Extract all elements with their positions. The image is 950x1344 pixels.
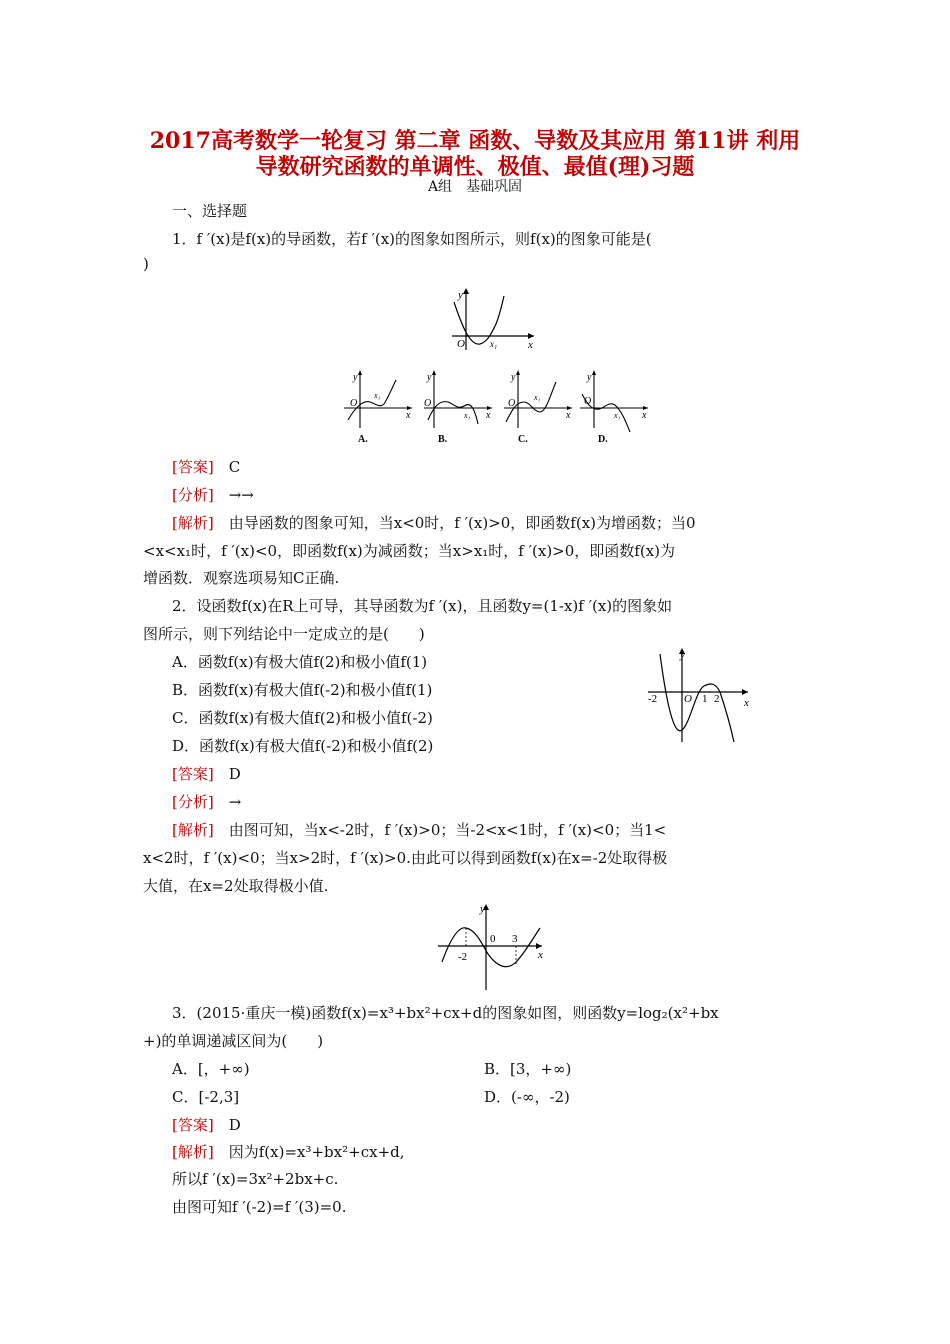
q1-solution-tag: [解析] bbox=[172, 514, 214, 532]
q1-a-y: y bbox=[353, 372, 358, 383]
q3-option-d[interactable]: D．(-∞，-2) bbox=[484, 1088, 570, 1106]
q1-analysis-tag: [分析] bbox=[172, 486, 214, 504]
q1-b-o: O bbox=[424, 398, 432, 409]
q1-option-b-label: B. bbox=[438, 434, 448, 445]
q1-c-x1: x₁ bbox=[534, 393, 541, 402]
q2-analysis-value: → bbox=[228, 793, 242, 811]
section-heading: 一、选择题 bbox=[172, 202, 248, 220]
q2-option-d[interactable]: D．函数f(x)有极大值f(-2)和极小值f(2) bbox=[172, 737, 434, 755]
q1-fig-x1-label: x₁ bbox=[490, 339, 498, 349]
q3-option-b[interactable]: B．[3，+∞) bbox=[484, 1060, 572, 1078]
q1-d-x1: x₁ bbox=[614, 411, 621, 420]
q1-option-c-graph bbox=[504, 370, 572, 445]
q1-option-d-graph bbox=[580, 370, 648, 445]
q2-option-b[interactable]: B．函数f(x)有极大值f(-2)和极小值f(1) bbox=[172, 681, 433, 699]
q1-fig-origin-label: O bbox=[457, 338, 465, 350]
q3-solution-line1 bbox=[172, 1141, 405, 1162]
q1-text-line2: ) bbox=[143, 255, 149, 273]
q1-derivative-graph bbox=[444, 284, 544, 354]
q2-text-line2: 图所示，则下列结论中一定成立的是( ) bbox=[143, 625, 425, 643]
q1-option-c-label: C. bbox=[518, 434, 528, 445]
doc-title-line2: 导数研究函数的单调性、极值、最值(理)习题 bbox=[255, 154, 695, 180]
q1-option-b-graph bbox=[424, 370, 492, 445]
q1-d-o: O bbox=[584, 396, 592, 407]
q1-c-x: x bbox=[566, 410, 571, 421]
q2-text-line1: 2．设函数f(x)在R上可导，其导函数为f ′(x)，且函数y=(1-x)f ′(x)的图象如 bbox=[172, 597, 673, 615]
fig3-m2: -2 bbox=[458, 951, 468, 963]
q1-a-x: x bbox=[406, 410, 411, 421]
doc-title-line1: 2017高考数学一轮复习 第二章 函数、导数及其应用 第11讲 利用 bbox=[149, 128, 801, 154]
q3-cubic-graph bbox=[436, 900, 548, 992]
q2-solution-text1: 由图可知，当x<-2时，f ′(x)>0；当-2<x<1时，f ′(x)<0；当1< bbox=[228, 821, 667, 839]
q1-b-x: x bbox=[486, 410, 491, 421]
q2-fig-x: x bbox=[744, 697, 749, 709]
q1-d-y: y bbox=[587, 372, 592, 383]
q2-analysis-tag: [分析] bbox=[172, 793, 214, 811]
q1-solution-line1 bbox=[172, 512, 696, 533]
q2-option-a[interactable]: A．函数f(x)有极大值f(2)和极小值f(1) bbox=[172, 653, 428, 671]
q1-option-a-graph bbox=[344, 370, 412, 445]
q1-a-x1: x₁ bbox=[374, 391, 381, 400]
q2-fig-2: 2 bbox=[714, 693, 720, 705]
q1-fig-y-label: y bbox=[458, 289, 463, 301]
q2-solution-line1 bbox=[172, 819, 666, 840]
q1-d-x: x bbox=[642, 410, 647, 421]
q3-answer-value: D bbox=[228, 1116, 241, 1134]
q1-options-graphs bbox=[340, 366, 650, 448]
fig3-three: 3 bbox=[512, 933, 518, 945]
q2-fig-1: 1 bbox=[702, 693, 708, 705]
fig3-x: x bbox=[538, 949, 543, 961]
q1-b-x1: x₁ bbox=[464, 411, 471, 420]
q3-solution-line3: 由图可知f ′(-2)=f ′(3)=0. bbox=[172, 1198, 347, 1216]
q1-solution-text1: 由导函数的图象可知，当x<0时，f ′(x)>0，即函数f(x)为增函数；当0 bbox=[228, 514, 696, 532]
q2-fig-m2: -2 bbox=[648, 693, 658, 705]
q1-solution-line2: <x<x₁时，f ′(x)<0，即函数f(x)为减函数；当x>x₁时，f ′(x)>0，即函数f(x)为 bbox=[143, 542, 676, 560]
q2-fig-y: y bbox=[680, 649, 685, 661]
q3-option-a[interactable]: A．[，+∞) bbox=[172, 1060, 250, 1078]
q3-text-line2: +)的单调递减区间为( ) bbox=[143, 1032, 324, 1050]
fig3-y: y bbox=[480, 903, 485, 915]
q1-analysis-value: →→ bbox=[228, 486, 254, 504]
q3-text-line1: 3．(2015·重庆一模)函数f(x)=x³+bx²+cx+d的图象如图，则函数y=log₂(x²+bx bbox=[172, 1004, 719, 1022]
q2-answer-value: D bbox=[228, 765, 241, 783]
q1-analysis bbox=[172, 484, 254, 505]
q3-answer bbox=[172, 1114, 241, 1135]
q1-text-line1: 1．f ′(x)是f(x)的导函数，若f ′(x)的图象如图所示，则f(x)的图象可能是( bbox=[172, 230, 652, 248]
q2-solution-line2: x<2时，f ′(x)<0；当x>2时，f ′(x)>0.由此可以得到函数f(x)在x=-2处取得极 bbox=[143, 849, 668, 867]
q1-option-d-label: D. bbox=[598, 434, 608, 445]
q1-a-o: O bbox=[350, 398, 358, 409]
q3-option-c[interactable]: C．[-2,3] bbox=[172, 1088, 240, 1106]
q1-option-a-label: A. bbox=[358, 434, 368, 445]
q1-c-y: y bbox=[511, 372, 516, 383]
q1-answer bbox=[172, 456, 240, 477]
fig3-zero: 0 bbox=[490, 933, 496, 945]
q1-fig-x-label: x bbox=[528, 339, 533, 351]
group-label: A组 基础巩固 bbox=[427, 179, 523, 195]
q2-option-c[interactable]: C．函数f(x)有极大值f(2)和极小值f(-2) bbox=[172, 709, 433, 727]
q3-solution-line2: 所以f ′(x)=3x²+2bx+c. bbox=[172, 1170, 339, 1188]
q2-answer-tag: [答案] bbox=[172, 765, 214, 783]
q1-b-y: y bbox=[427, 372, 432, 383]
q2-solution-line3: 大值，在x=2处取得极小值. bbox=[143, 877, 329, 895]
q3-solution-text1: 因为f(x)=x³+bx²+cx+d, bbox=[228, 1143, 405, 1161]
q2-answer bbox=[172, 763, 241, 784]
q2-graph bbox=[644, 644, 754, 744]
q3-answer-tag: [答案] bbox=[172, 1116, 214, 1134]
q3-solution-tag: [解析] bbox=[172, 1143, 214, 1161]
q2-fig-o: O bbox=[684, 693, 692, 705]
q1-answer-tag: [答案] bbox=[172, 458, 214, 476]
q2-solution-tag: [解析] bbox=[172, 821, 214, 839]
q2-analysis bbox=[172, 791, 241, 812]
q1-c-o: O bbox=[508, 398, 516, 409]
q1-solution-line3: 增函数．观察选项易知C正确. bbox=[143, 569, 340, 587]
q1-answer-value: C bbox=[228, 458, 241, 476]
